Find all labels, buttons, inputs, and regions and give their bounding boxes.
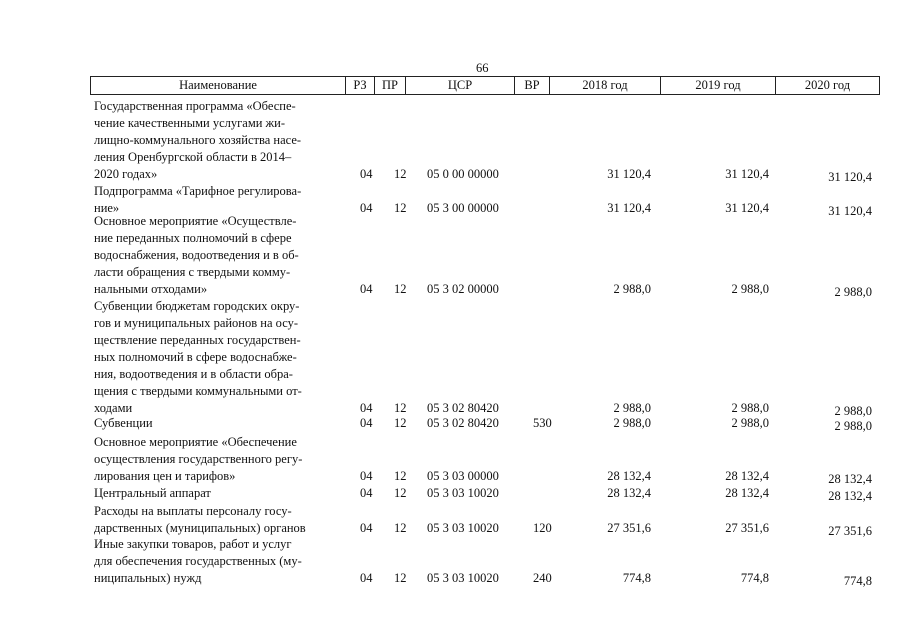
row-name-line: лирования цен и тарифов»	[94, 469, 236, 483]
row-2020: 31 120,4	[828, 204, 872, 218]
row-2018: 31 120,4	[607, 201, 651, 215]
row-name-line: нальными отходами»	[94, 282, 208, 296]
row-name-line: щения с твердыми коммунальными от-	[94, 384, 302, 398]
row-vr: 530	[533, 416, 552, 430]
row-2019: 2 988,0	[731, 282, 769, 296]
header-2019: 2019 год	[660, 76, 776, 95]
row-csr: 05 3 03 10020	[427, 521, 499, 535]
row-name-line: Центральный аппарат	[94, 486, 211, 500]
row-2020: 28 132,4	[828, 472, 872, 486]
table-header	[90, 76, 880, 95]
row-2018: 27 351,6	[607, 521, 651, 535]
row-rz: 04	[360, 201, 373, 215]
row-name-line: ниципальных) нужд	[94, 571, 202, 585]
row-name-line: чение качественными услугами жи-	[94, 116, 286, 130]
row-pr: 12	[394, 282, 407, 296]
row-2018: 774,8	[622, 571, 651, 585]
header-pr: ПР	[374, 76, 406, 95]
row-name-line: ласти обращения с твердыми комму-	[94, 265, 291, 279]
row-csr: 05 3 02 80420	[427, 416, 499, 430]
row-name-line: Субвенции	[94, 416, 153, 430]
row-name-line: Государственная программа «Обеспе-	[94, 99, 296, 113]
row-rz: 04	[360, 469, 373, 483]
row-rz: 04	[360, 401, 373, 415]
row-name-line: лищно-коммунального хозяйства насе-	[94, 133, 302, 147]
row-rz: 04	[360, 521, 373, 535]
row-name-line: водоснабжения, водоотведения и в об-	[94, 248, 299, 262]
row-csr: 05 3 03 10020	[427, 486, 499, 500]
row-2018: 2 988,0	[613, 282, 651, 296]
header-csr: ЦСР	[405, 76, 515, 95]
row-2019: 774,8	[740, 571, 769, 585]
row-name-line: осуществления государственного регу-	[94, 452, 303, 466]
row-name-line: Субвенции бюджетам городских окру-	[94, 299, 300, 313]
row-2020: 31 120,4	[828, 170, 872, 184]
row-vr: 120	[533, 521, 552, 535]
row-pr: 12	[394, 401, 407, 415]
row-2018: 2 988,0	[613, 401, 651, 415]
row-pr: 12	[394, 469, 407, 483]
row-rz: 04	[360, 486, 373, 500]
row-csr: 05 0 00 00000	[427, 167, 499, 181]
row-2020: 2 988,0	[834, 285, 872, 299]
row-name-line: ния, водоотведения и в области обра-	[94, 367, 293, 381]
row-name-line: ние»	[94, 201, 120, 215]
header-vr: ВР	[514, 76, 550, 95]
row-name-line: Иные закупки товаров, работ и услуг	[94, 537, 292, 551]
page-number: 66	[476, 61, 489, 75]
row-2020: 774,8	[843, 574, 872, 588]
row-2020: 2 988,0	[834, 404, 872, 418]
row-vr: 240	[533, 571, 552, 585]
row-name-line: Подпрограмма «Тарифное регулирова-	[94, 184, 302, 198]
row-name-line: ние переданных полномочий в сфере	[94, 231, 292, 245]
row-2019: 31 120,4	[725, 201, 769, 215]
row-csr: 05 3 00 00000	[427, 201, 499, 215]
row-rz: 04	[360, 571, 373, 585]
row-csr: 05 3 02 80420	[427, 401, 499, 415]
row-name-line: гов и муниципальных районов на осу-	[94, 316, 298, 330]
header-2020: 2020 год	[775, 76, 880, 95]
row-2018: 2 988,0	[613, 416, 651, 430]
row-name-line: 2020 годах»	[94, 167, 158, 181]
row-name-line: Расходы на выплаты персоналу госу-	[94, 504, 292, 518]
row-2020: 27 351,6	[828, 524, 872, 538]
row-pr: 12	[394, 167, 407, 181]
header-name: Наименование	[90, 76, 346, 95]
row-pr: 12	[394, 201, 407, 215]
row-name-line: Основное мероприятие «Осуществле-	[94, 214, 297, 228]
row-2020: 2 988,0	[834, 419, 872, 433]
row-csr: 05 3 02 00000	[427, 282, 499, 296]
row-2019: 27 351,6	[725, 521, 769, 535]
row-pr: 12	[394, 571, 407, 585]
row-2020: 28 132,4	[828, 489, 872, 503]
row-name-line: для обеспечения государственных (му-	[94, 554, 302, 568]
header-2018: 2018 год	[549, 76, 661, 95]
row-name-line: ходами	[94, 401, 133, 415]
row-pr: 12	[394, 521, 407, 535]
row-2018: 28 132,4	[607, 469, 651, 483]
row-2019: 2 988,0	[731, 416, 769, 430]
row-csr: 05 3 03 10020	[427, 571, 499, 585]
row-rz: 04	[360, 282, 373, 296]
row-name-line: ществление переданных государствен-	[94, 333, 301, 347]
row-name-line: дарственных (муниципальных) органов	[94, 521, 306, 535]
row-name-line: Основное мероприятие «Обеспечение	[94, 435, 297, 449]
row-rz: 04	[360, 416, 373, 430]
row-name-line: ления Оренбургской области в 2014–	[94, 150, 292, 164]
row-2019: 31 120,4	[725, 167, 769, 181]
row-pr: 12	[394, 416, 407, 430]
row-name-line: ных полномочий в сфере водоснабже-	[94, 350, 297, 364]
row-2019: 2 988,0	[731, 401, 769, 415]
row-2019: 28 132,4	[725, 469, 769, 483]
row-2018: 28 132,4	[607, 486, 651, 500]
header-rz: РЗ	[345, 76, 375, 95]
row-2018: 31 120,4	[607, 167, 651, 181]
row-2019: 28 132,4	[725, 486, 769, 500]
row-csr: 05 3 03 00000	[427, 469, 499, 483]
row-rz: 04	[360, 167, 373, 181]
row-pr: 12	[394, 486, 407, 500]
